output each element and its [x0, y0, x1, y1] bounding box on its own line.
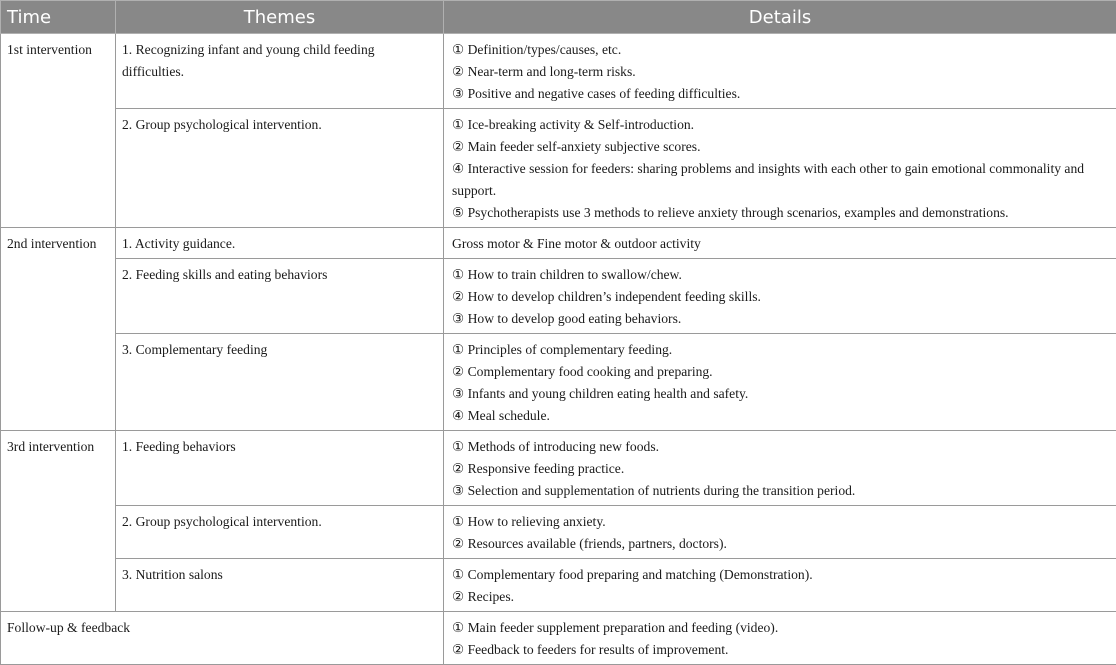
detail-line: Gross motor & Fine motor & outdoor activity — [452, 233, 1110, 255]
table-row — [1, 34, 1116, 109]
table-row — [1, 506, 1116, 559]
detail-line: ② Main feeder self-anxiety subjective scores. — [452, 136, 1110, 158]
theme-cell: 2. Group psychological intervention. — [116, 506, 444, 559]
detail-line: ② Resources available (friends, partners, doctors). — [452, 533, 1110, 555]
detail-line: ③ How to develop good eating behaviors. — [452, 308, 1110, 330]
theme-cell: 3. Nutrition salons — [116, 559, 444, 612]
details-cell — [444, 34, 1116, 109]
details-cell — [444, 612, 1116, 665]
table-row — [1, 109, 1116, 228]
detail-line: ① Methods of introducing new foods. — [452, 436, 1110, 458]
time-cell: 1st intervention — [1, 34, 116, 228]
theme-cell: 1. Recognizing infant and young child feeding difficulties. — [116, 34, 444, 109]
theme-cell: 1. Feeding behaviors — [116, 431, 444, 506]
table-row — [1, 431, 1116, 506]
details-cell — [444, 109, 1116, 228]
detail-line: ① Complementary food preparing and matching (Demonstration). — [452, 564, 1110, 586]
details-cell — [444, 259, 1116, 334]
detail-line: ① Main feeder supplement preparation and feeding (video). — [452, 617, 1110, 639]
details-cell — [444, 431, 1116, 506]
theme-cell: 3. Complementary feeding — [116, 334, 444, 431]
details-cell — [444, 228, 1116, 259]
detail-line: ② Near-term and long-term risks. — [452, 61, 1110, 83]
detail-line: ① Definition/types/causes, etc. — [452, 39, 1110, 61]
details-cell — [444, 334, 1116, 431]
detail-line: ③ Infants and young children eating health and safety. — [452, 383, 1110, 405]
header-details: Details — [444, 1, 1116, 34]
detail-line: ② How to develop children’s independent feeding skills. — [452, 286, 1110, 308]
table-row — [1, 612, 1116, 665]
theme-cell: 1. Activity guidance. — [116, 228, 444, 259]
detail-line: ① How to relieving anxiety. — [452, 511, 1110, 533]
table-row — [1, 334, 1116, 431]
detail-line: ⑤ Psychotherapists use 3 methods to relieve anxiety through scenarios, examples and demonstrations. — [452, 202, 1110, 224]
detail-line: ① Ice-breaking activity & Self-introduction. — [452, 114, 1110, 136]
header-time: Time — [1, 1, 116, 34]
detail-line: ② Responsive feeding practice. — [452, 458, 1110, 480]
detail-line: ② Recipes. — [452, 586, 1110, 608]
header-row — [1, 1, 1116, 34]
detail-line: ③ Positive and negative cases of feeding difficulties. — [452, 83, 1110, 105]
details-cell — [444, 506, 1116, 559]
detail-line: ② Complementary food cooking and preparing. — [452, 361, 1110, 383]
detail-line: ④ Meal schedule. — [452, 405, 1110, 427]
detail-line: ③ Selection and supplementation of nutrients during the transition period. — [452, 480, 1110, 502]
theme-cell: 2. Group psychological intervention. — [116, 109, 444, 228]
detail-line: ① How to train children to swallow/chew. — [452, 264, 1110, 286]
time-cell: 2nd intervention — [1, 228, 116, 431]
theme-cell: 2. Feeding skills and eating behaviors — [116, 259, 444, 334]
detail-line: ④ Interactive session for feeders: sharing problems and insights with each other to gain emotional commonality and support. — [452, 158, 1110, 202]
table-row — [1, 259, 1116, 334]
time-cell: 3rd intervention — [1, 431, 116, 612]
detail-line: ② Feedback to feeders for results of improvement. — [452, 639, 1110, 661]
followup-cell: Follow-up & feedback — [1, 612, 444, 665]
header-themes: Themes — [116, 1, 444, 34]
detail-line: ① Principles of complementary feeding. — [452, 339, 1110, 361]
table-row — [1, 228, 1116, 259]
